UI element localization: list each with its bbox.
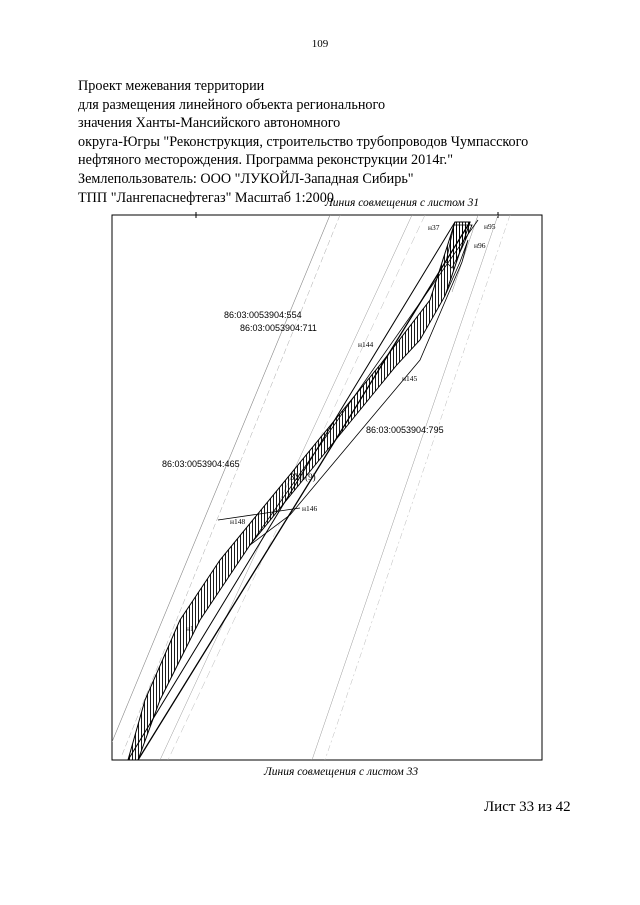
parcel-label: 86:03:0053904:554 — [224, 310, 302, 320]
header-line: для размещения линейного объекта регионального — [78, 96, 386, 113]
point-label: н1 — [186, 624, 194, 633]
land-plot-label: ЗУ1(9) — [290, 472, 316, 482]
map-frame — [112, 215, 542, 760]
point-label: н96 — [474, 241, 486, 250]
point-label: н144 — [358, 340, 374, 349]
point-label: н148 — [230, 517, 246, 526]
point-label: н95 — [484, 222, 496, 231]
header-line: Землепользователь: ООО "ЛУКОЙЛ-Западная Сибирь" — [78, 170, 414, 187]
header-line: нефтяного месторождения. Программа реконструкции 2014г." — [78, 152, 453, 169]
corridor-boundary — [128, 222, 455, 760]
page-number: 109 — [311, 38, 329, 50]
bottom-junction-label: Линия совмещения с листом 33 — [264, 766, 419, 778]
parcel-label: 86:03:0053904:465 — [162, 459, 240, 469]
point-label: н145 — [402, 374, 418, 383]
point-label: н146 — [302, 504, 318, 513]
parcel-label: 86:03:0053904:711 — [240, 323, 317, 333]
boundary-line — [325, 215, 510, 760]
top-junction-label: Линия совмещения с листом 31 — [325, 197, 480, 209]
point-label: н37 — [428, 223, 440, 232]
sheet-number: Лист 33 из 42 — [484, 799, 571, 815]
header-line: округа-Югры "Реконструкция, строительство трубопроводов Чумпасского — [78, 133, 529, 150]
boundary-line — [312, 215, 498, 760]
parcel-label: 86:03:0053904:795 — [366, 425, 444, 435]
header-line: значения Ханты-Мансийского автономного — [78, 115, 341, 132]
header-line: Проект межевания территории — [78, 78, 265, 94]
header-line: ТПП "Лангепаснефтегаз" Масштаб 1:2000 — [78, 189, 334, 206]
